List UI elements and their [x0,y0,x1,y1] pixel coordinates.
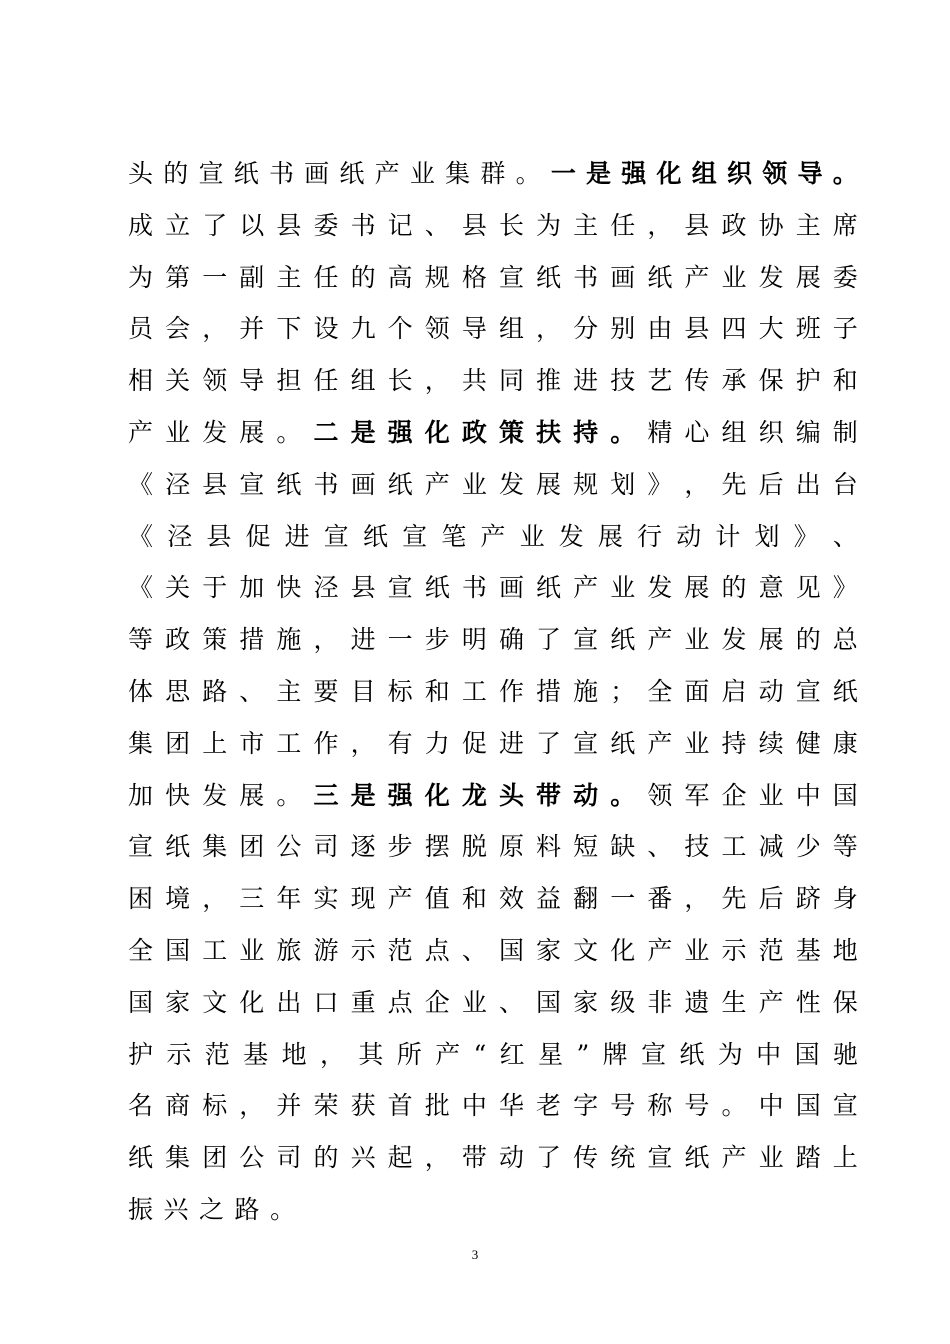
page-number: 3 [471,1247,479,1262]
text-line: 《 关 于 加 快 泾 县 宣 纸 书 画 纸 产 业 发 展 的 意 见 》 [128,573,858,603]
text-line: 头 的 宣 纸 书 画 纸 产 业 集 群 。 一 是 强 化 组 织 领 导 。 [128,159,858,188]
text-line: 全 国 工 业 旅 游 示 范 点 、 国 家 文 化 产 业 示 范 基 地 [128,935,858,965]
text-line: 加 快 发 展 。 三 是 强 化 龙 头 带 动 。 领 军 企 业 中 国 [128,780,858,810]
text-line: 《 泾 县 宣 纸 书 画 纸 产 业 发 展 规 划 》 ， 先 后 出 台 [128,469,858,499]
text-line: 集 团 上 市 工 作 ， 有 力 促 进 了 宣 纸 产 业 持 续 健 康 [128,728,858,758]
text-line: 《 泾 县 促 进 宣 纸 宣 笔 产 业 发 展 行 动 计 划 》 、 [128,521,858,551]
text-line: 体 思 路 、 主 要 目 标 和 工 作 措 施 ； 全 面 启 动 宣 纸 [128,676,858,706]
text-line: 名 商 标 ， 并 荣 获 首 批 中 华 老 字 号 称 号 。 中 国 宣 [128,1091,858,1121]
text-line: 为 第 一 副 主 任 的 高 规 格 宣 纸 书 画 纸 产 业 发 展 委 [128,262,858,292]
document-body [128,148,858,1236]
text-line: 纸 集 团 公 司 的 兴 起 ， 带 动 了 传 统 宣 纸 产 业 踏 上 [128,1143,858,1173]
text-line: 成 立 了 以 县 委 书 记 、 县 长 为 主 任 ， 县 政 协 主 席 [128,210,858,240]
text-line: 相 关 领 导 担 任 组 长 ， 共 同 推 进 技 艺 传 承 保 护 和 [128,366,858,396]
text-line: 振 兴 之 路 。 [128,1194,296,1224]
text-line: 等 政 策 措 施 ， 进 一 步 明 确 了 宣 纸 产 业 发 展 的 总 [128,625,858,655]
text-line: 员 会 ， 并 下 设 九 个 领 导 组 ， 分 别 由 县 四 大 班 子 [128,314,858,344]
text-line: 护 示 范 基 地 ， 其 所 产 “ 红 星 ” 牌 宣 纸 为 中 国 驰 [128,1039,858,1069]
text-line: 宣 纸 集 团 公 司 逐 步 摆 脱 原 料 短 缺 、 技 工 减 少 等 [128,832,858,862]
text-line: 国 家 文 化 出 口 重 点 企 业 、 国 家 级 非 遗 生 产 性 保 [128,987,858,1017]
text-line: 产 业 发 展 。 二 是 强 化 政 策 扶 持 。 精 心 组 织 编 制 [128,417,858,447]
text-line: 困 境 ， 三 年 实 现 产 值 和 效 益 翻 一 番 ， 先 后 跻 身 [128,884,858,914]
